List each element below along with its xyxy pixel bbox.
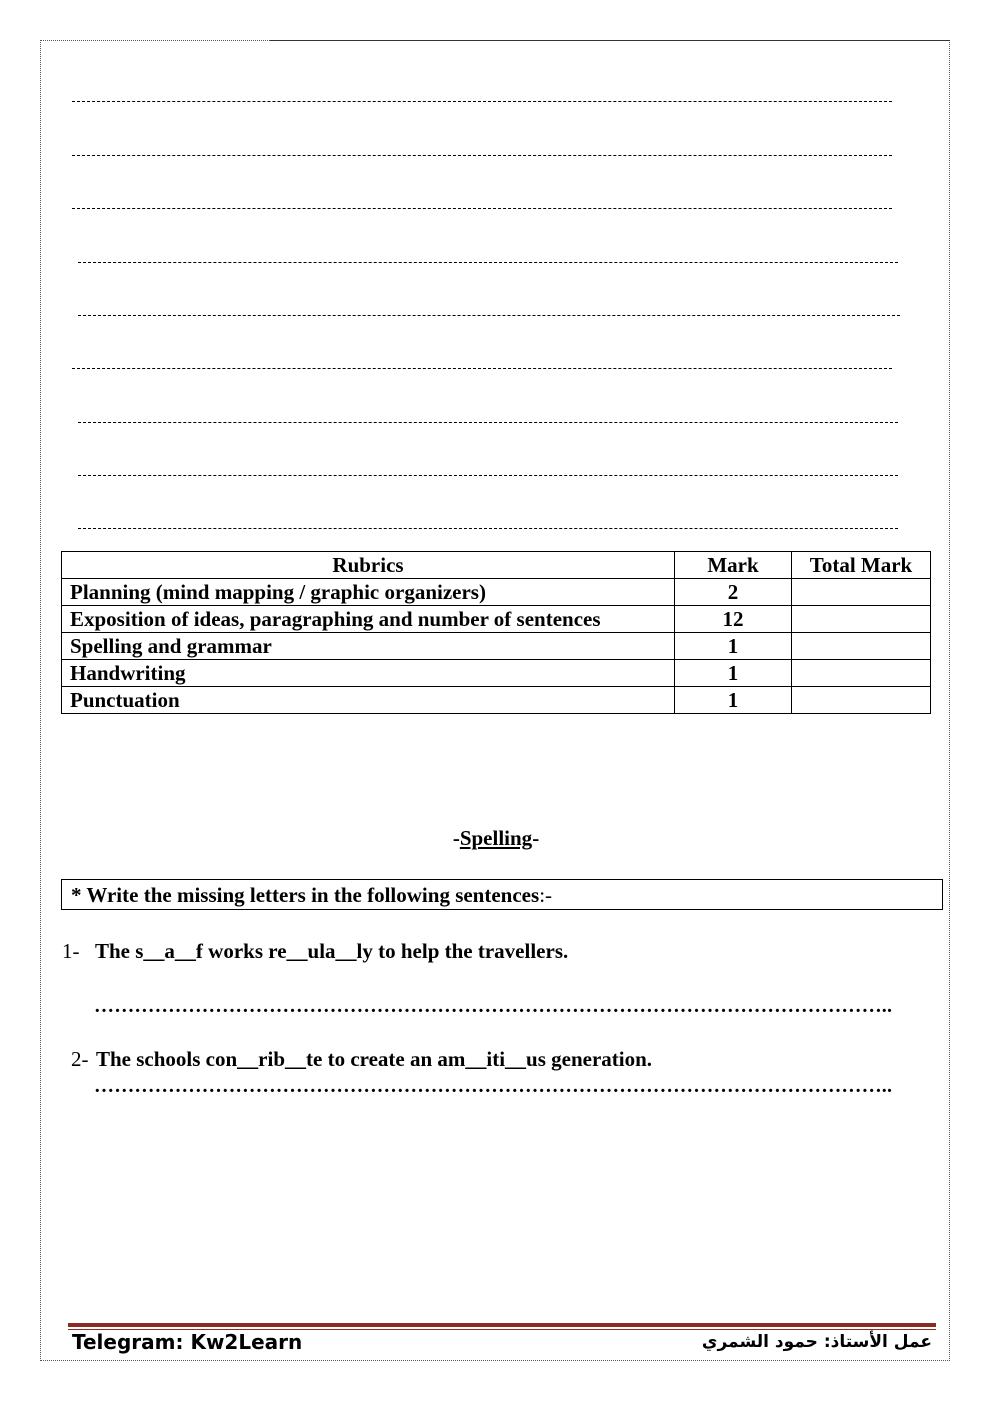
footer-teacher-credit: عمل الأستاذ: حمود الشمري: [701, 1332, 932, 1352]
page-border-top: [270, 40, 950, 41]
total-mark-cell[interactable]: [792, 633, 931, 660]
instruction-text: * Write the missing letters in the following sentences: [71, 883, 540, 907]
total-mark-cell[interactable]: [792, 606, 931, 633]
rubric-cell: Spelling and grammar: [62, 633, 675, 660]
rubrics-header-row: [62, 552, 931, 579]
section-title: [0, 826, 992, 851]
mark-cell: 12: [675, 606, 792, 633]
table-row: [62, 660, 931, 687]
header-mark: Mark: [675, 552, 792, 579]
footer-rule: [68, 1323, 936, 1327]
rubric-cell: Punctuation: [62, 687, 675, 714]
question-number: 1-: [62, 939, 80, 963]
writing-line: [78, 262, 898, 263]
rubric-cell: Exposition of ideas, paragraphing and number of sentences: [62, 606, 675, 633]
rubrics-table: [61, 551, 931, 714]
section-title-suffix: -: [532, 826, 540, 850]
table-row: [62, 579, 931, 606]
table-row: [62, 633, 931, 660]
header-rubrics: Rubrics: [62, 552, 675, 579]
mark-cell: 2: [675, 579, 792, 606]
instruction-box: [61, 879, 943, 910]
section-title-text: Spelling: [459, 826, 533, 850]
rubric-cell: Planning (mind mapping / graphic organizers): [62, 579, 675, 606]
writing-line: [72, 368, 892, 369]
writing-line: [78, 528, 898, 529]
table-row: [62, 687, 931, 714]
mark-cell: 1: [675, 633, 792, 660]
answer-line[interactable]: ………………………………………………………………………………………………………..: [94, 995, 893, 1017]
mark-cell: 1: [675, 660, 792, 687]
writing-line: [78, 315, 900, 316]
total-mark-cell[interactable]: [792, 687, 931, 714]
writing-line: [78, 422, 898, 423]
writing-line: [72, 155, 892, 156]
header-total-mark: Total Mark: [792, 552, 931, 579]
writing-line: [72, 101, 892, 102]
question-number: 2-: [71, 1047, 89, 1071]
section-title-prefix: -: [452, 826, 460, 850]
total-mark-cell[interactable]: [792, 660, 931, 687]
question-text: The schools con__rib__te to create an am__iti__us generation.: [96, 1047, 653, 1071]
instruction-suffix: :-: [539, 883, 553, 907]
footer-telegram: Telegram: Kw2Learn: [72, 1330, 303, 1354]
mark-cell: 1: [675, 687, 792, 714]
table-row: [62, 606, 931, 633]
answer-line[interactable]: ………………………………………………………………………………………………………..: [94, 1075, 893, 1097]
total-mark-cell[interactable]: [792, 579, 931, 606]
writing-line: [72, 208, 892, 209]
writing-line: [78, 475, 898, 476]
question-text: The s__a__f works re__ula__ly to help the travellers.: [95, 939, 569, 963]
rubric-cell: Handwriting: [62, 660, 675, 687]
